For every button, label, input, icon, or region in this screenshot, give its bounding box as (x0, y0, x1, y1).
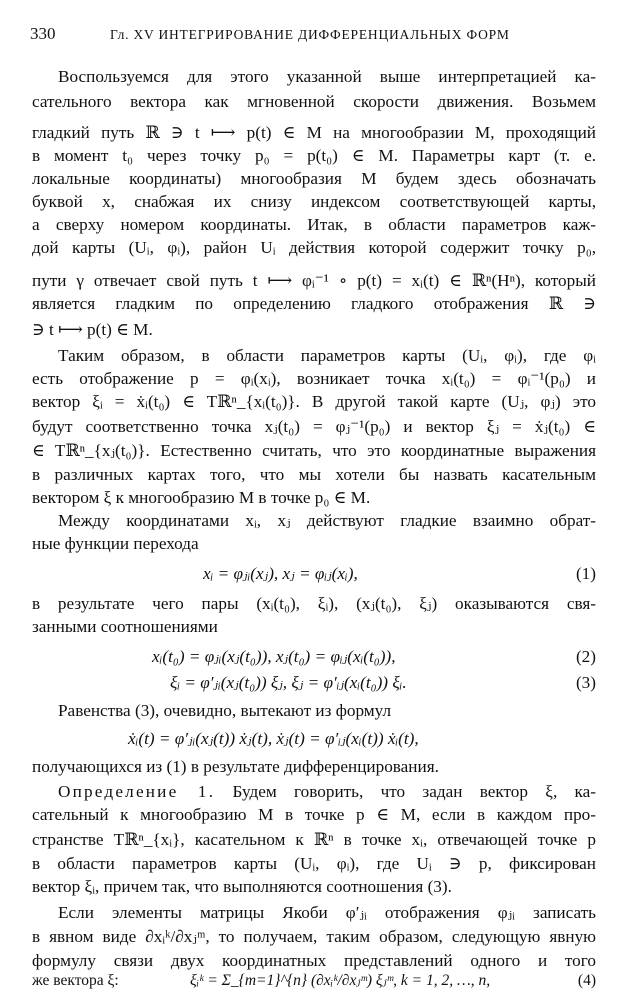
text-line: Таким образом, в области параметров карты (Uᵢ, φᵢ), где φᵢ (58, 346, 596, 365)
definition-line: Определение 1. Будем говорить, что задан вектор ξ, ка- (58, 782, 596, 801)
equation-4: ξᵢᵏ = Σ_{m=1}^{n} (∂xᵢᵏ/∂xⱼᵐ) ξⱼᵐ, k = 1, 2, …, n, (190, 972, 491, 989)
text-line: в результате чего пары (xᵢ(t₀), ξᵢ), (xⱼ(t₀), ξⱼ) оказываются свя- (32, 594, 596, 613)
text-line: будут соответственно точка xⱼ(t₀) = φⱼ⁻¹(p₀) и вектор ξⱼ = ẋⱼ(t₀) ∈ (32, 417, 596, 436)
page-number: 330 (30, 24, 56, 43)
text-line: вектором ξ к многообразию M в точке p₀ ∈ M. (32, 488, 371, 507)
text-line: а сверху номером координаты. Итак, в области параметров каж- (32, 215, 596, 234)
text-line: гладкий путь ℝ ∋ t ⟼ p(t) ∈ M на многообразии M, проходящий (32, 123, 596, 142)
text-line: ные функции перехода (32, 534, 199, 553)
equation-3: ξᵢ = φ′ⱼᵢ(xⱼ(t₀)) ξⱼ, ξⱼ = φ′ᵢⱼ(xᵢ(t₀)) ξᵢ. (170, 673, 407, 692)
text-line: ∋ t ⟼ p(t) ∈ M. (32, 320, 153, 339)
text-line: в момент t₀ через точку p₀ = p(t₀) ∈ M. Параметры карт (т. е. (32, 146, 596, 165)
text-line: Воспользуемся для этого указанной выше интерпретацией ка- (58, 67, 596, 86)
text-line: ∈ Tℝⁿ_{xⱼ(t₀)}. Естественно считать, что это координатные выражения (32, 441, 596, 460)
text-line: получающихся из (1) в результате дифференцирования. (32, 757, 439, 776)
text-line: локальные координаты) многообразия M будем здесь обозначать (32, 169, 596, 188)
definition-line: странстве Tℝⁿ_{xᵢ}, касательном к ℝⁿ в точке xᵢ, отвечающей точке p (32, 830, 596, 849)
text-line: занными соотношениями (32, 617, 218, 636)
definition-line: в области параметров карты (Uᵢ, φᵢ), где Uᵢ ∋ p, фиксирован (32, 854, 596, 873)
text-line: Равенства (3), очевидно, вытекают из формул (58, 701, 392, 720)
text-line: Между координатами xᵢ, xⱼ действуют гладкие взаимно обрат- (58, 511, 596, 530)
text-line: же вектора ξ: (32, 972, 119, 989)
text-line: буквой x, снабжая их снизу индексом соответствующей карты, (32, 192, 596, 211)
equation-number: (1) (575, 564, 596, 583)
text-line: в различных картах того, что мы хотели бы назвать касательным (32, 465, 596, 484)
text-line: в явном виде ∂xᵢᵏ/∂xⱼᵐ, то получаем, таким образом, следующую явную (32, 927, 596, 946)
equation-number: (4) (577, 972, 596, 989)
text-line: Если элементы матрицы Якоби φ′ⱼᵢ отображения φⱼᵢ записать (58, 903, 596, 922)
running-title: Гл. XV ИНТЕГРИРОВАНИЕ ДИФФЕРЕНЦИАЛЬНЫХ ФОРМ (110, 27, 510, 42)
text-line: пути γ отвечает свой путь t ⟼ φᵢ⁻¹ ∘ p(t) = xᵢ(t) ∈ ℝⁿ(Hⁿ), который (32, 271, 596, 290)
text-line: вектор ξᵢ = ẋᵢ(t₀) ∈ Tℝⁿ_{xᵢ(t₀)}. В другой такой карте (Uⱼ, φⱼ) это (32, 392, 596, 411)
text-line: есть отображение p = φᵢ(xᵢ), возникает точка xᵢ(t₀) = φᵢ⁻¹(p₀) и (32, 369, 596, 388)
text-line: дой карты (Uᵢ, φᵢ), район Uᵢ действия которой содержит точку p₀, (32, 238, 596, 257)
text-line: сательного вектора как мгновенной скорости движения. Возьмем (32, 92, 596, 111)
equation-derivative: ẋᵢ(t) = φ′ⱼᵢ(xⱼ(t)) ẋⱼ(t), ẋⱼ(t) = φ′ᵢⱼ(xᵢ(t)) ẋᵢ(t), (128, 729, 419, 748)
text-line: формулу связи двух координатных представлений одного и того (32, 951, 596, 970)
definition-line: вектор ξᵢ, причем так, что выполняются соотношения (3). (32, 877, 452, 896)
equation-number: (3) (575, 673, 596, 692)
equation-number: (2) (575, 647, 596, 666)
equation-1: xᵢ = φⱼᵢ(xⱼ), xⱼ = φᵢⱼ(xᵢ), (203, 564, 358, 583)
page-header (30, 24, 606, 48)
definition-line: сательный к многообразию M в точке p ∈ M, если в каждом про- (32, 805, 596, 824)
text-line: является гладким по определению гладкого отображения ℝ ∋ (32, 294, 596, 313)
equation-2: xᵢ(t₀) = φⱼᵢ(xⱼ(t₀)), xⱼ(t₀) = φᵢⱼ(xᵢ(t₀)), (152, 647, 396, 666)
